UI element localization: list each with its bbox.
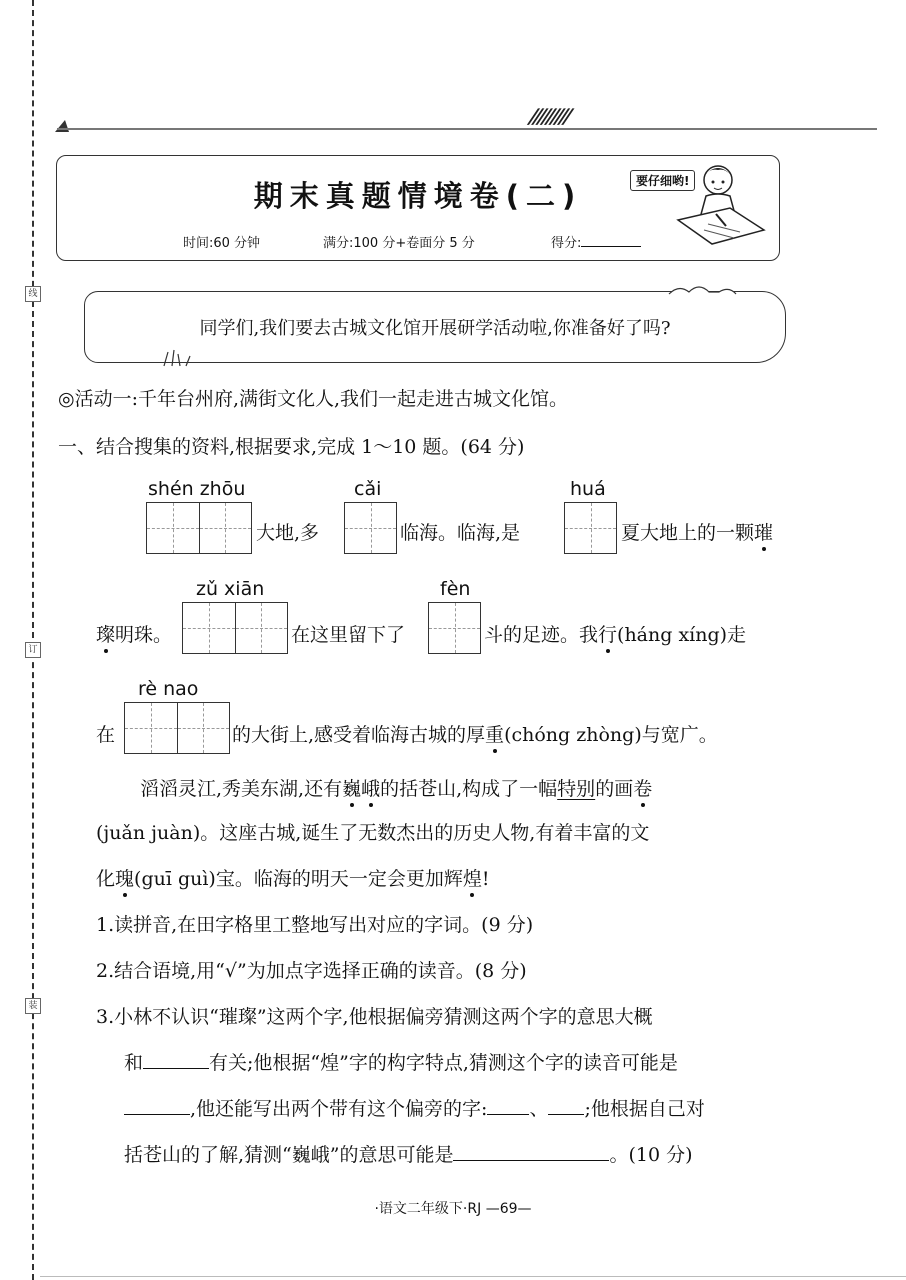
tianzige-box-renao[interactable]: [124, 702, 230, 754]
question-2: 2.结合语境,用“√”为加点字选择正确的读音。(8 分): [96, 960, 527, 982]
question-1: 1.读拼音,在田字格里工整地写出对应的字词。(9 分): [96, 914, 534, 936]
binding-tag-ding: 订: [25, 642, 41, 658]
answer-blank[interactable]: [143, 1050, 209, 1069]
pinyin-shenzhou: shén zhōu: [148, 478, 246, 500]
question-3: 3.小林不认识“璀璨”这两个字,他根据偏旁猜测这两个字的意思大概: [96, 1006, 653, 1028]
page-title: 期末真题情境卷(二): [253, 179, 583, 213]
header-rule: [57, 128, 877, 130]
passage-text: 的大街上,感受着临海古城的厚重(chóng zhòng)与宽广。: [232, 724, 718, 746]
passage-text: 化瑰(guī guì)宝。临海的明天一定会更加辉煌!: [96, 868, 490, 890]
question-3-line: 和 有关;他根据“煌”字的构字特点,猜测这个字的读音可能是: [124, 1052, 678, 1074]
reminder-badge: 要仔细哟!: [630, 170, 695, 191]
dotted-char: 煌: [462, 868, 482, 890]
section-one-heading: 一、结合搜集的资料,根据要求,完成 1～10 题。(64 分): [58, 436, 525, 458]
passage-text: 滔滔灵江,秀美东湖,还有巍峨的括苍山,构成了一幅特别的画卷: [140, 778, 653, 800]
corner-mark-icon: [55, 120, 69, 132]
full-score: 满分:100 分+卷面分 5 分: [323, 236, 475, 251]
student-writing-icon: [670, 158, 770, 248]
passage-text: 在: [96, 724, 116, 746]
dotted-char: 重: [485, 724, 505, 746]
score-label: 得分:: [551, 232, 641, 251]
page-footer: ·语文二年级下·RJ —69—: [374, 1201, 532, 1217]
dotted-char: 瑰: [115, 868, 135, 890]
passage-text: 夏大地上的一颗璀: [621, 522, 774, 544]
pinyin-zuxian: zǔ xiān: [196, 578, 265, 600]
tianzige-box-fen[interactable]: [428, 602, 481, 654]
pinyin-fen: fèn: [440, 578, 471, 600]
answer-blank[interactable]: [124, 1096, 190, 1115]
passage-text: (juǎn juàn)。这座古城,诞生了无数杰出的历史人物,有着丰富的文: [96, 822, 650, 844]
dotted-char: 卷: [633, 778, 653, 800]
question-3-line: ,他还能写出两个带有这个偏旁的字: 、 ;他根据自己对: [124, 1094, 705, 1121]
grass-icon: [160, 346, 200, 368]
passage-text: 大地,多: [256, 522, 320, 544]
binding-tag-xian: 线: [25, 286, 41, 302]
passage-text: 斗的足迹。我行(háng xíng)走: [484, 624, 747, 646]
answer-blank[interactable]: [548, 1096, 584, 1115]
tianzige-box-zuxian[interactable]: [182, 602, 288, 654]
dotted-char: 行: [598, 624, 618, 646]
passage-text: 临海。临海,是: [400, 522, 521, 544]
binding-line: [32, 0, 34, 1280]
bottom-rule: [40, 1276, 906, 1277]
tianzige-box-hua[interactable]: [564, 502, 617, 554]
underlined-word: 特别: [557, 778, 596, 800]
tianzige-box-shenzhou[interactable]: [146, 502, 252, 554]
binding-tag-zhuang: 装: [25, 998, 41, 1014]
passage-text: 璨明珠。: [96, 624, 173, 646]
exam-time: 时间:60 分钟: [183, 236, 261, 251]
activity-one: ◎活动一:千年台州府,满街文化人,我们一起走进古城文化馆。: [58, 388, 569, 410]
dotted-char: 峨: [361, 778, 381, 800]
passage-text: 在这里留下了: [291, 624, 406, 646]
tianzige-box-cai[interactable]: [344, 502, 397, 554]
dotted-char: 璨: [96, 624, 116, 646]
answer-blank[interactable]: [487, 1096, 529, 1115]
stripe-decoration: /////////: [525, 104, 574, 128]
intro-text: 同学们,我们要去古城文化馆开展研学活动啦,你准备好了吗?: [199, 318, 671, 339]
answer-blank[interactable]: [453, 1142, 609, 1161]
question-3-line: 括苍山的了解,猜测“巍峨”的意思可能是 。(10 分): [124, 1144, 693, 1166]
dotted-char: 璀: [754, 522, 774, 544]
dotted-char: 巍: [342, 778, 362, 800]
pinyin-cai: cǎi: [354, 478, 382, 500]
cloud-icon: [664, 280, 754, 302]
pinyin-hua: huá: [570, 478, 606, 500]
pinyin-renao: rè nao: [138, 678, 199, 700]
